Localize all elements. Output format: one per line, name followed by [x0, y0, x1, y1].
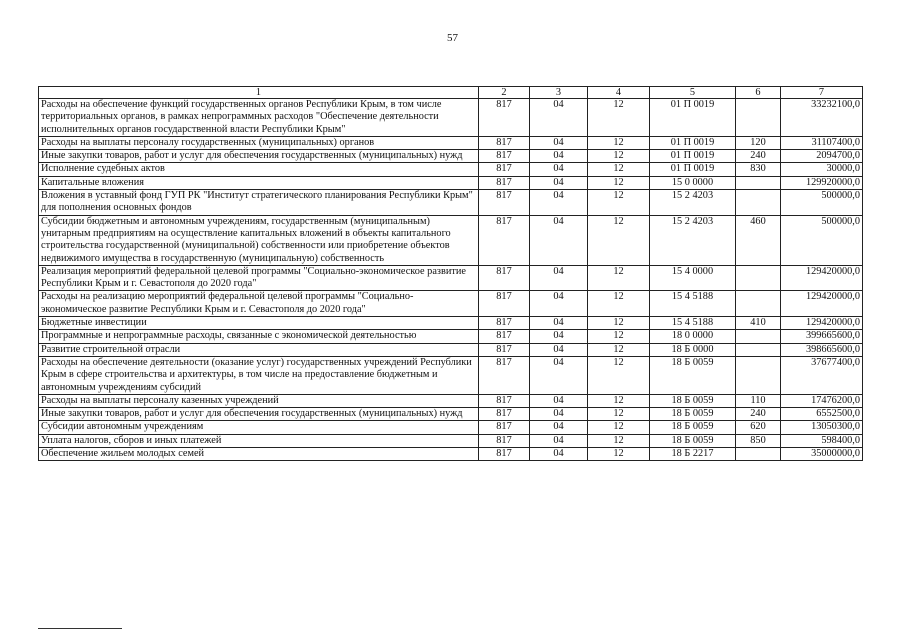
table-row — [39, 190, 863, 216]
amount: 500000,0 — [781, 215, 863, 265]
table-row — [39, 356, 863, 394]
row-description: Вложения в уставный фонд ГУП РК "Институт стратегического планирования Республики Крым" для пополнения основных фондов — [39, 190, 479, 216]
table-header — [39, 87, 863, 99]
target-article-code: 18 Б 0059 — [650, 434, 736, 447]
row-description: Уплата налогов, сборов и иных платежей — [39, 434, 479, 447]
amount: 399665600,0 — [781, 330, 863, 343]
expense-type-code — [736, 265, 781, 291]
table-body — [39, 99, 863, 461]
row-description: Обеспечение жильем молодых семей — [39, 448, 479, 461]
section-code: 04 — [530, 408, 588, 421]
row-description: Субсидии автономным учреждениям — [39, 421, 479, 434]
expense-type-code — [736, 356, 781, 394]
header-cell: 1 — [39, 87, 479, 99]
expense-type-code — [736, 99, 781, 137]
subsection-code: 12 — [588, 448, 650, 461]
subsection-code: 12 — [588, 394, 650, 407]
section-code: 04 — [530, 434, 588, 447]
subsection-code: 12 — [588, 317, 650, 330]
footer-rule — [38, 628, 122, 629]
amount: 129420000,0 — [781, 291, 863, 317]
ministry-code: 817 — [479, 448, 530, 461]
subsection-code: 12 — [588, 215, 650, 265]
budget-table — [38, 86, 863, 461]
page-number: 57 — [447, 32, 458, 44]
subsection-code: 12 — [588, 356, 650, 394]
row-description: Расходы на обеспечение функций государственных органов Республики Крым, в том числе территориальных органов, в рамках непрограммных расходов "Обеспечение деятельности исполнительных органов государственной власти Республики Крым" — [39, 99, 479, 137]
expense-type-code — [736, 190, 781, 216]
target-article-code: 01 П 0019 — [650, 99, 736, 137]
expense-type-code: 240 — [736, 150, 781, 163]
section-code: 04 — [530, 394, 588, 407]
table-row — [39, 291, 863, 317]
ministry-code: 817 — [479, 394, 530, 407]
row-description: Программные и непрограммные расходы, связанные с экономической деятельностью — [39, 330, 479, 343]
target-article-code: 18 0 0000 — [650, 330, 736, 343]
ministry-code: 817 — [479, 408, 530, 421]
target-article-code: 18 Б 0000 — [650, 343, 736, 356]
target-article-code: 18 Б 0059 — [650, 421, 736, 434]
section-code: 04 — [530, 190, 588, 216]
row-description: Реализация мероприятий федеральной целевой программы "Социально-экономическое развитие Республики Крым и г. Севастополя до 2020 года" — [39, 265, 479, 291]
section-code: 04 — [530, 163, 588, 176]
ministry-code: 817 — [479, 163, 530, 176]
section-code: 04 — [530, 176, 588, 189]
ministry-code: 817 — [479, 136, 530, 149]
target-article-code: 18 Б 2217 — [650, 448, 736, 461]
table-row — [39, 163, 863, 176]
ministry-code: 817 — [479, 291, 530, 317]
target-article-code: 15 4 5188 — [650, 291, 736, 317]
row-description: Исполнение судебных актов — [39, 163, 479, 176]
ministry-code: 817 — [479, 343, 530, 356]
target-article-code: 18 Б 0059 — [650, 356, 736, 394]
expense-type-code: 850 — [736, 434, 781, 447]
row-description: Расходы на обеспечение деятельности (оказание услуг) государственных учреждений Республики Крым в сфере строительства и архитектуры, в том числе на предоставление бюджетным и автономным учреждениям субсидий — [39, 356, 479, 394]
row-description: Развитие строительной отрасли — [39, 343, 479, 356]
expense-type-code: 620 — [736, 421, 781, 434]
table-row — [39, 330, 863, 343]
ministry-code: 817 — [479, 150, 530, 163]
amount: 6552500,0 — [781, 408, 863, 421]
ministry-code: 817 — [479, 434, 530, 447]
expense-type-code: 120 — [736, 136, 781, 149]
subsection-code: 12 — [588, 136, 650, 149]
ministry-code: 817 — [479, 317, 530, 330]
table-row — [39, 99, 863, 137]
subsection-code: 12 — [588, 190, 650, 216]
header-cell: 7 — [781, 87, 863, 99]
amount: 13050300,0 — [781, 421, 863, 434]
target-article-code: 15 4 5188 — [650, 317, 736, 330]
expense-type-code: 410 — [736, 317, 781, 330]
section-code: 04 — [530, 330, 588, 343]
subsection-code: 12 — [588, 408, 650, 421]
section-code: 04 — [530, 265, 588, 291]
amount: 129920000,0 — [781, 176, 863, 189]
table-row — [39, 448, 863, 461]
target-article-code: 01 П 0019 — [650, 136, 736, 149]
subsection-code: 12 — [588, 330, 650, 343]
target-article-code: 15 2 4203 — [650, 215, 736, 265]
target-article-code: 15 2 4203 — [650, 190, 736, 216]
amount: 35000000,0 — [781, 448, 863, 461]
section-code: 04 — [530, 343, 588, 356]
header-cell: 4 — [588, 87, 650, 99]
row-description: Субсидии бюджетным и автономным учреждениям, государственным (муниципальным) унитарным предприятиям на осуществление капитальных вложений в объекты капитального строительства государственной (муниципальной) собственности или приобретение объектов недвижимого имущества в государственную (муниципальную) собственность — [39, 215, 479, 265]
target-article-code: 18 Б 0059 — [650, 408, 736, 421]
section-code: 04 — [530, 356, 588, 394]
amount: 598400,0 — [781, 434, 863, 447]
expense-type-code — [736, 330, 781, 343]
subsection-code: 12 — [588, 265, 650, 291]
target-article-code: 15 4 0000 — [650, 265, 736, 291]
table-row — [39, 343, 863, 356]
section-code: 04 — [530, 421, 588, 434]
expense-type-code — [736, 291, 781, 317]
table-row — [39, 408, 863, 421]
amount: 129420000,0 — [781, 317, 863, 330]
ministry-code: 817 — [479, 265, 530, 291]
row-description: Бюджетные инвестиции — [39, 317, 479, 330]
section-code: 04 — [530, 150, 588, 163]
ministry-code: 817 — [479, 176, 530, 189]
amount: 17476200,0 — [781, 394, 863, 407]
amount: 398665600,0 — [781, 343, 863, 356]
row-description: Капитальные вложения — [39, 176, 479, 189]
table-row — [39, 136, 863, 149]
amount: 30000,0 — [781, 163, 863, 176]
subsection-code: 12 — [588, 163, 650, 176]
section-code: 04 — [530, 136, 588, 149]
header-cell: 3 — [530, 87, 588, 99]
subsection-code: 12 — [588, 99, 650, 137]
expense-type-code: 240 — [736, 408, 781, 421]
section-code: 04 — [530, 448, 588, 461]
row-description: Расходы на выплаты персоналу государственных (муниципальных) органов — [39, 136, 479, 149]
amount: 31107400,0 — [781, 136, 863, 149]
subsection-code: 12 — [588, 291, 650, 317]
expense-type-code: 460 — [736, 215, 781, 265]
row-description: Расходы на реализацию мероприятий федеральной целевой программы "Социально-экономическое развитие Республики Крым и г. Севастополя до 2020 года" — [39, 291, 479, 317]
table-row — [39, 265, 863, 291]
expense-type-code — [736, 176, 781, 189]
ministry-code: 817 — [479, 421, 530, 434]
table-row — [39, 317, 863, 330]
section-code: 04 — [530, 291, 588, 317]
subsection-code: 12 — [588, 434, 650, 447]
amount: 37677400,0 — [781, 356, 863, 394]
table-row — [39, 434, 863, 447]
subsection-code: 12 — [588, 343, 650, 356]
amount: 500000,0 — [781, 190, 863, 216]
target-article-code: 18 Б 0059 — [650, 394, 736, 407]
header-row — [39, 87, 863, 99]
row-description: Иные закупки товаров, работ и услуг для обеспечения государственных (муниципальных) нужд — [39, 408, 479, 421]
ministry-code: 817 — [479, 330, 530, 343]
target-article-code: 01 П 0019 — [650, 150, 736, 163]
table-row — [39, 215, 863, 265]
amount: 2094700,0 — [781, 150, 863, 163]
subsection-code: 12 — [588, 421, 650, 434]
expense-type-code — [736, 448, 781, 461]
amount: 33232100,0 — [781, 99, 863, 137]
expense-type-code — [736, 343, 781, 356]
table-row — [39, 394, 863, 407]
ministry-code: 817 — [479, 356, 530, 394]
section-code: 04 — [530, 215, 588, 265]
expense-type-code: 110 — [736, 394, 781, 407]
ministry-code: 817 — [479, 190, 530, 216]
target-article-code: 01 П 0019 — [650, 163, 736, 176]
table-row — [39, 150, 863, 163]
table-row — [39, 421, 863, 434]
table-row — [39, 176, 863, 189]
ministry-code: 817 — [479, 99, 530, 137]
expense-type-code: 830 — [736, 163, 781, 176]
subsection-code: 12 — [588, 176, 650, 189]
section-code: 04 — [530, 99, 588, 137]
subsection-code: 12 — [588, 150, 650, 163]
target-article-code: 15 0 0000 — [650, 176, 736, 189]
ministry-code: 817 — [479, 215, 530, 265]
header-cell: 2 — [479, 87, 530, 99]
header-cell: 6 — [736, 87, 781, 99]
row-description: Иные закупки товаров, работ и услуг для обеспечения государственных (муниципальных) нужд — [39, 150, 479, 163]
section-code: 04 — [530, 317, 588, 330]
row-description: Расходы на выплаты персоналу казенных учреждений — [39, 394, 479, 407]
amount: 129420000,0 — [781, 265, 863, 291]
header-cell: 5 — [650, 87, 736, 99]
